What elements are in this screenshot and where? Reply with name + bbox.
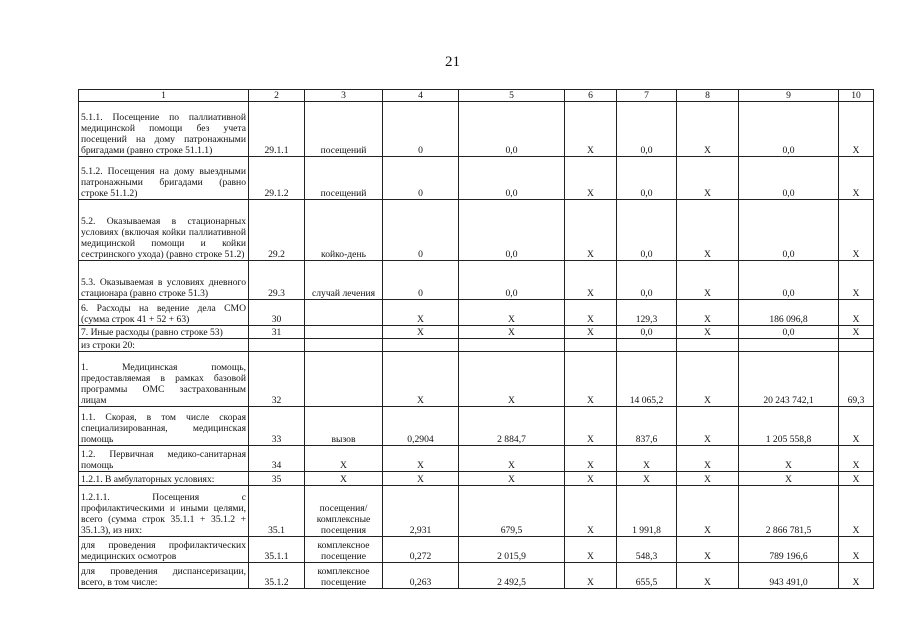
header-row <box>79 90 874 102</box>
table-row <box>79 537 874 563</box>
header-cell: 4 <box>383 90 459 102</box>
table-cell: вызов <box>305 407 383 446</box>
table-cell: X <box>839 200 874 261</box>
table-cell: X <box>565 352 617 407</box>
table-cell: 35.1 <box>249 486 305 537</box>
table-cell: 789 196,6 <box>739 537 839 563</box>
table-cell: 837,6 <box>617 407 677 446</box>
row-label: 5.2. Оказываемая в стационарных условиях (включая койки паллиативной медицинской помощи и койки сестринского ухода) (равно строке 51.2) <box>79 200 249 261</box>
header-cell: 6 <box>565 90 617 102</box>
table-cell: 0,0 <box>459 261 565 300</box>
table-cell: X <box>677 537 739 563</box>
table-cell: X <box>459 352 565 407</box>
table-cell: X <box>565 472 617 486</box>
table-cell: X <box>459 326 565 339</box>
row-label: 1.2. Первичная медико-санитарная помощь <box>79 446 249 472</box>
table-cell: X <box>383 300 459 326</box>
page-number: 21 <box>445 54 460 70</box>
row-label: 5.3. Оказываемая в условиях дневного стационара (равно строке 51.3) <box>79 261 249 300</box>
row-label: 1.1. Скорая, в том числе скорая специализированная, медицинская помощь <box>79 407 249 446</box>
table-cell: X <box>839 300 874 326</box>
table-cell: 1 991,8 <box>617 486 677 537</box>
table-cell: X <box>565 446 617 472</box>
table-cell: 679,5 <box>459 486 565 537</box>
table-cell: 33 <box>249 407 305 446</box>
table-cell: X <box>839 157 874 200</box>
table-cell: 29.3 <box>249 261 305 300</box>
table-cell: X <box>739 446 839 472</box>
table-cell: X <box>383 352 459 407</box>
table-cell: 1 205 558,8 <box>739 407 839 446</box>
table-cell: X <box>565 261 617 300</box>
table-cell: X <box>839 563 874 589</box>
row-label: из строки 20: <box>79 339 249 352</box>
table-cell: 0 <box>383 200 459 261</box>
table-cell: X <box>839 486 874 537</box>
table-cell: 0,0 <box>617 261 677 300</box>
header-cell: 10 <box>839 90 874 102</box>
table-cell: 0,0 <box>617 102 677 157</box>
table-row <box>79 339 874 352</box>
table-cell: комплексное посещение <box>305 563 383 589</box>
table-cell: посещения/ комплексные посещения <box>305 486 383 537</box>
table-cell: 548,3 <box>617 537 677 563</box>
table-cell: 14 065,2 <box>617 352 677 407</box>
table-cell: 30 <box>249 300 305 326</box>
table-cell: 0,0 <box>739 157 839 200</box>
table-cell: X <box>839 407 874 446</box>
table-cell: 0,0 <box>739 102 839 157</box>
table-cell <box>305 352 383 407</box>
table-cell <box>677 339 739 352</box>
table-cell <box>249 339 305 352</box>
table-cell: 2,931 <box>383 486 459 537</box>
table-cell: 0,0 <box>459 157 565 200</box>
table-cell: 0 <box>383 261 459 300</box>
table-cell <box>565 339 617 352</box>
table-cell: 29.2 <box>249 200 305 261</box>
table-cell: 2 492,5 <box>459 563 565 589</box>
table-cell: X <box>617 472 677 486</box>
table-cell: 129,3 <box>617 300 677 326</box>
table-cell: 35.1.1 <box>249 537 305 563</box>
table-cell: 0 <box>383 157 459 200</box>
header-cell: 7 <box>617 90 677 102</box>
table-cell: 0 <box>383 102 459 157</box>
table-cell: X <box>677 407 739 446</box>
table-cell: 0,0 <box>739 200 839 261</box>
table-cell: X <box>565 326 617 339</box>
table-row <box>79 326 874 339</box>
header-cell: 2 <box>249 90 305 102</box>
table-row <box>79 102 874 157</box>
table-cell: X <box>565 102 617 157</box>
table-cell: койко-день <box>305 200 383 261</box>
table-cell: 655,5 <box>617 563 677 589</box>
table-cell: X <box>839 326 874 339</box>
table-cell: X <box>739 472 839 486</box>
row-label: 5.1.2. Посещения на дому выездными патронажными бригадами (равно строке 51.1.2) <box>79 157 249 200</box>
table-cell <box>305 326 383 339</box>
table-cell: 0,0 <box>617 326 677 339</box>
table-cell <box>617 339 677 352</box>
table-cell: 31 <box>249 326 305 339</box>
table-cell: 35.1.2 <box>249 563 305 589</box>
table-cell: X <box>617 446 677 472</box>
table-cell: 0,2904 <box>383 407 459 446</box>
table-cell: X <box>677 102 739 157</box>
table-row <box>79 200 874 261</box>
table-cell: X <box>677 157 739 200</box>
table-cell: комплексное посещение <box>305 537 383 563</box>
table-cell: 29.1.2 <box>249 157 305 200</box>
table-cell: посещений <box>305 157 383 200</box>
table-cell: X <box>565 537 617 563</box>
table-cell: 0,0 <box>617 200 677 261</box>
table-row <box>79 300 874 326</box>
table-cell: X <box>677 300 739 326</box>
table-cell: X <box>565 407 617 446</box>
row-label: для проведения профилактических медицинских осмотров <box>79 537 249 563</box>
table-cell: 943 491,0 <box>739 563 839 589</box>
table-cell: X <box>677 352 739 407</box>
table-cell: X <box>565 486 617 537</box>
table-cell: X <box>565 563 617 589</box>
table-cell: X <box>677 261 739 300</box>
table-cell: 32 <box>249 352 305 407</box>
table-cell: 2 866 781,5 <box>739 486 839 537</box>
table-cell: 0,263 <box>383 563 459 589</box>
table-cell: 0,0 <box>617 157 677 200</box>
table-cell: X <box>383 472 459 486</box>
table-cell: 20 243 742,1 <box>739 352 839 407</box>
table-cell: X <box>839 472 874 486</box>
header-cell: 1 <box>79 90 249 102</box>
table-row <box>79 486 874 537</box>
table-cell <box>839 339 874 352</box>
table-cell: X <box>383 446 459 472</box>
data-table <box>78 89 874 589</box>
table-cell: X <box>305 472 383 486</box>
table-row <box>79 446 874 472</box>
row-label: 7. Иные расходы (равно строке 53) <box>79 326 249 339</box>
row-label: 1.2.1.1. Посещения с профилактическими и иными целями, всего (сумма строк 35.1.1 + 35.1.2 + 35.1.3), из них: <box>79 486 249 537</box>
table-cell: X <box>459 446 565 472</box>
table-cell: X <box>839 102 874 157</box>
table-cell: X <box>677 472 739 486</box>
table-cell: X <box>677 200 739 261</box>
table-cell: X <box>565 157 617 200</box>
table-cell: 0,0 <box>739 261 839 300</box>
table-cell <box>739 339 839 352</box>
table-cell: X <box>677 486 739 537</box>
row-label: для проведения диспансеризации, всего, в том числе: <box>79 563 249 589</box>
table-cell: X <box>839 537 874 563</box>
table-row <box>79 157 874 200</box>
table-cell: 0,272 <box>383 537 459 563</box>
table-cell: 0,0 <box>459 200 565 261</box>
table-cell: X <box>677 563 739 589</box>
table-cell: 2 015,9 <box>459 537 565 563</box>
table-cell <box>459 339 565 352</box>
table-cell: X <box>677 326 739 339</box>
header-cell: 9 <box>739 90 839 102</box>
table-cell: X <box>565 300 617 326</box>
table-row <box>79 352 874 407</box>
table-cell: 0,0 <box>739 326 839 339</box>
table-cell: 2 884,7 <box>459 407 565 446</box>
table-cell: 69,3 <box>839 352 874 407</box>
table-cell: 34 <box>249 446 305 472</box>
table-cell: X <box>459 300 565 326</box>
table-cell: X <box>677 446 739 472</box>
table-cell <box>305 300 383 326</box>
table-cell: X <box>383 326 459 339</box>
table-cell: X <box>459 472 565 486</box>
header-cell: 5 <box>459 90 565 102</box>
table-cell: 0,0 <box>459 102 565 157</box>
row-label: 6. Расходы на ведение дела СМО (сумма строк 41 + 52 + 63) <box>79 300 249 326</box>
row-label: 1.2.1. В амбулаторных условиях: <box>79 472 249 486</box>
table-row <box>79 563 874 589</box>
table-row <box>79 261 874 300</box>
row-label: 5.1.1. Посещение по паллиативной медицинской помощи без учета посещений на дому патронажными бригадами (равно строке 51.1.1) <box>79 102 249 157</box>
table-cell: 35 <box>249 472 305 486</box>
table-cell <box>305 339 383 352</box>
table-cell: X <box>839 446 874 472</box>
header-cell: 8 <box>677 90 739 102</box>
table-row <box>79 407 874 446</box>
table-cell: X <box>839 261 874 300</box>
table-cell: посещений <box>305 102 383 157</box>
table-cell: случай лечения <box>305 261 383 300</box>
table-cell: X <box>565 200 617 261</box>
table-row <box>79 472 874 486</box>
table-cell: 186 096,8 <box>739 300 839 326</box>
table-cell: X <box>305 446 383 472</box>
table-cell <box>383 339 459 352</box>
table-cell: 29.1.1 <box>249 102 305 157</box>
row-label: 1. Медицинская помощь, предоставляемая в рамках базовой программы ОМС застрахованным лицам <box>79 352 249 407</box>
header-cell: 3 <box>305 90 383 102</box>
